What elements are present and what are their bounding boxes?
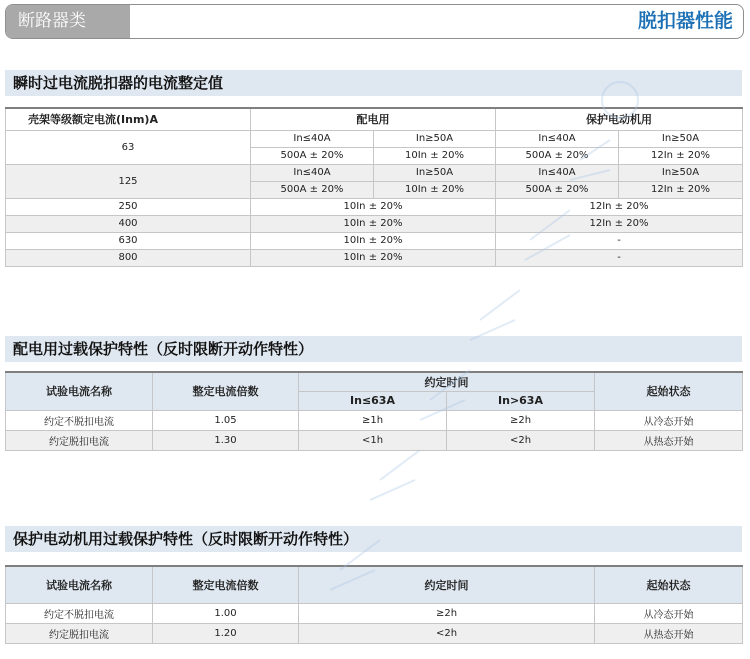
table-row [6, 249, 743, 266]
table-cell: 500A ± 20% [496, 147, 619, 164]
table-cell: 10In ± 20% [251, 198, 496, 215]
table-cell: ≥2h [299, 603, 595, 623]
table-row [6, 130, 743, 147]
table-cell: In≥50A [619, 130, 743, 147]
table-cell: 约定不脱扣电流 [6, 410, 153, 430]
frame-cell: 630 [6, 232, 251, 249]
header-bar [5, 4, 744, 39]
table-cell: 12In ± 20% [619, 181, 743, 198]
table-row [6, 215, 743, 232]
col-initial-state: 起始状态 [595, 372, 743, 410]
section-title-motor-overload: 保护电动机用过载保护特性（反时限断开动作特性） [5, 526, 742, 552]
frame-cell: 63 [6, 130, 251, 164]
col-test-current-name: 试验电流名称 [6, 566, 153, 603]
table-cell: 约定脱扣电流 [6, 430, 153, 450]
table-cell: 500A ± 20% [251, 181, 374, 198]
table-cell: In≥50A [374, 130, 496, 147]
col-frame-current: 壳架等级额定电流(Inm)A [6, 108, 251, 130]
table-row [6, 623, 743, 643]
col-test-current-name: 试验电流名称 [6, 372, 153, 410]
table-cell: ≥1h [299, 410, 447, 430]
table-cell: <1h [299, 430, 447, 450]
col-setting-multiple: 整定电流倍数 [153, 372, 299, 410]
table-cell: <2h [447, 430, 595, 450]
table-cell: 12In ± 20% [496, 215, 743, 232]
table-cell: In≤40A [251, 130, 374, 147]
col-motor-protection: 保护电动机用 [496, 108, 743, 130]
table-cell: In≤40A [251, 164, 374, 181]
table-cell: 10In ± 20% [374, 181, 496, 198]
table-cell: 1.20 [153, 623, 299, 643]
col-time-gt63: In>63A [447, 391, 595, 410]
table-row [6, 198, 743, 215]
table-cell: 约定脱扣电流 [6, 623, 153, 643]
page-title: 脱扣器性能 [637, 10, 733, 32]
table-cell: 10In ± 20% [374, 147, 496, 164]
table-cell: 约定不脱扣电流 [6, 603, 153, 623]
table-cell: 500A ± 20% [251, 147, 374, 164]
table-cell: In≤40A [496, 130, 619, 147]
table-cell: - [496, 232, 743, 249]
col-conventional-time: 约定时间 [299, 566, 595, 603]
table-cell: 从热态开始 [595, 430, 743, 450]
col-conventional-time: 约定时间 [299, 372, 595, 391]
section-title-instant: 瞬时过电流脱扣器的电流整定值 [5, 70, 742, 96]
table-cell: 从冷态开始 [595, 603, 743, 623]
table-row [6, 164, 743, 181]
frame-cell: 800 [6, 249, 251, 266]
table-row [6, 232, 743, 249]
table-cell: 从冷态开始 [595, 410, 743, 430]
table-cell: In≤40A [496, 164, 619, 181]
category-label: 断路器类 [6, 5, 130, 38]
instant-trip-table [5, 107, 743, 267]
table-cell: In≥50A [374, 164, 496, 181]
table-cell: - [496, 249, 743, 266]
table-row [6, 410, 743, 430]
distribution-overload-table [5, 371, 743, 451]
table-cell: 10In ± 20% [251, 249, 496, 266]
table-cell: In≥50A [619, 164, 743, 181]
table-cell: 1.05 [153, 410, 299, 430]
table-cell: 12In ± 20% [496, 198, 743, 215]
frame-cell: 125 [6, 164, 251, 198]
table-cell: 从热态开始 [595, 623, 743, 643]
col-initial-state: 起始状态 [595, 566, 743, 603]
frame-cell: 250 [6, 198, 251, 215]
col-setting-multiple: 整定电流倍数 [153, 566, 299, 603]
table-cell: 12In ± 20% [619, 147, 743, 164]
col-time-le63: In≤63A [299, 391, 447, 410]
table-cell: 1.30 [153, 430, 299, 450]
table-cell: 1.00 [153, 603, 299, 623]
table-row [6, 603, 743, 623]
table-cell: ≥2h [447, 410, 595, 430]
motor-overload-table [5, 565, 743, 644]
table-row [6, 430, 743, 450]
section-title-distribution-overload: 配电用过载保护特性（反时限断开动作特性） [5, 336, 742, 362]
col-distribution: 配电用 [251, 108, 496, 130]
table-cell: 10In ± 20% [251, 215, 496, 232]
frame-cell: 400 [6, 215, 251, 232]
table-cell: <2h [299, 623, 595, 643]
table-cell: 10In ± 20% [251, 232, 496, 249]
table-cell: 500A ± 20% [496, 181, 619, 198]
